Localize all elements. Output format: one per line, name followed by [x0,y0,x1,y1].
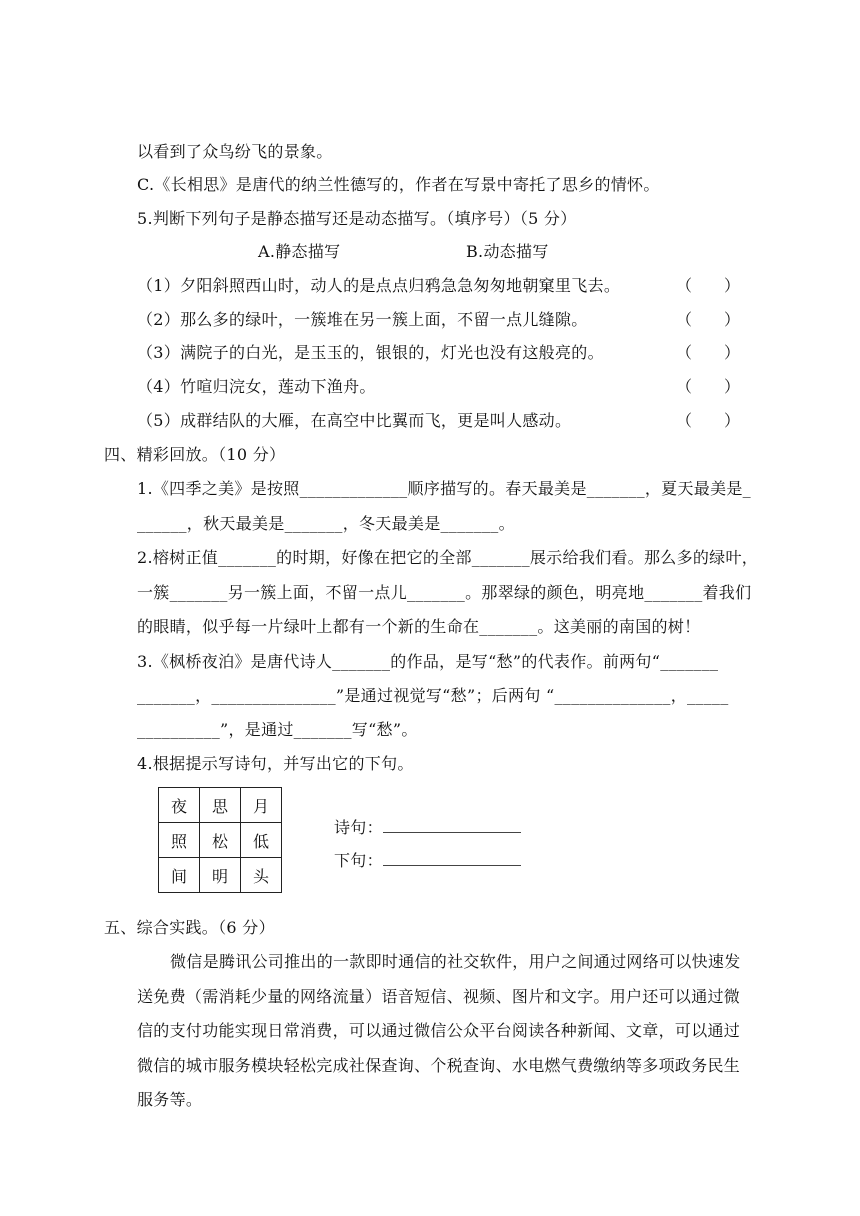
s5-paragraph-line-1: 微信是腾讯公司推出的一款即时通信的社交软件，用户之间通过网络可以快速发 [170,952,741,971]
q5-item-1: （1）夕阳斜照西山时，动人的是点点归鸦急急匆匆地朝窠里飞去。 [137,276,621,295]
q5-item-4: （4）竹喧归浣女，莲动下渔舟。 [137,377,376,396]
q5-item-2: （2）那么多的绿叶，一簇堆在另一簇上面，不留一点儿缝隙。 [137,310,588,329]
next-line-answer-row [334,849,521,872]
grid-cell: 头 [241,858,282,893]
character-grid [158,787,282,893]
s5-paragraph-line-4: 微信的城市服务模块轻松完成社保查询、个税查询、水电燃气费缴纳等多项政务民生 [137,1056,741,1075]
poem-answer-row [334,816,521,839]
q5-answer-paren-3[interactable]: （ ） [676,343,741,362]
grid-cell: 照 [159,823,200,858]
grid-cell: 明 [200,858,241,893]
s4-line-4: 一簇_______另一簇上面，不留一点儿_______。那翠绿的颜色，明亮地_______着我们 [137,583,752,602]
s5-paragraph-line-3: 信的支付功能实现日常消费，可以通过微信公众平台阅读各种新闻、文章，可以通过 [137,1021,741,1040]
grid-cell: 夜 [159,788,200,823]
section-4-heading: 四、精彩回放。（10 分） [104,445,286,464]
grid-cell: 月 [241,788,282,823]
next-line-answer-blank[interactable] [383,849,521,866]
section-5-heading: 五、综合实践。（6 分） [104,918,275,937]
grid-cell: 思 [200,788,241,823]
s5-paragraph-line-5: 服务等。 [137,1090,203,1109]
q5-item-3: （3）满院子的白光，是玉玉的，银银的，灯光也没有这般亮的。 [137,343,604,362]
s4-line-1: 1.《四季之美》是按照_____________顺序描写的。春天最美是_______，夏天最美是_ [137,479,751,498]
poem-label: 诗句： [334,818,383,837]
continuation-text: 以看到了众鸟纷飞的景象。 [137,142,333,161]
s4-line-9: 4.根据提示写诗句，并写出它的下句。 [137,754,414,773]
q5-answer-paren-5[interactable]: （ ） [676,411,741,430]
q5-answer-paren-4[interactable]: （ ） [676,377,741,396]
option-c-text: C.《长相思》是唐代的纳兰性德写的，作者在写景中寄托了思乡的情怀。 [137,175,660,194]
s4-line-3: 2.榕树正值_______的时期，好像在把它的全部_______展示给我们看。那么多的绿叶， [137,548,759,567]
q5-item-5: （5）成群结队的大雁，在高空中比翼而飞，更是叫人感动。 [137,411,572,430]
next-line-label: 下句： [334,851,383,870]
s4-line-6: 3.《枫桥夜泊》是唐代诗人_______的作品，是写“愁”的代表作。前两句“_______ [137,652,719,671]
s4-line-5: 的眼睛，似乎每一片绿叶上都有一个新的生命在_______。这美丽的南国的树！ [137,617,701,636]
poem-answer-blank[interactable] [383,816,521,833]
grid-cell: 松 [200,823,241,858]
q5-answer-paren-2[interactable]: （ ） [676,310,741,329]
s4-line-8: __________”，是通过_______写“愁”。 [137,720,418,739]
option-a-static: A.静态描写 [258,242,341,261]
option-b-dynamic: B.动态描写 [466,242,549,261]
s4-line-2: ______，秋天最美是_______，冬天最美是_______。 [137,514,515,533]
s5-paragraph-line-2: 送免费（需消耗少量的网络流量）语音短信、视频、图片和文字。用户还可以通过微 [137,987,741,1006]
grid-cell: 低 [241,823,282,858]
grid-cell: 间 [159,858,200,893]
q5-answer-paren-1[interactable]: （ ） [676,276,741,295]
s4-line-7: _______，_______________”是通过视觉写“愁”；后两句 “______________，_____ [137,686,729,705]
question-5-title: 5.判断下列句子是静态描写还是动态描写。（填序号）（5 分） [137,209,577,228]
